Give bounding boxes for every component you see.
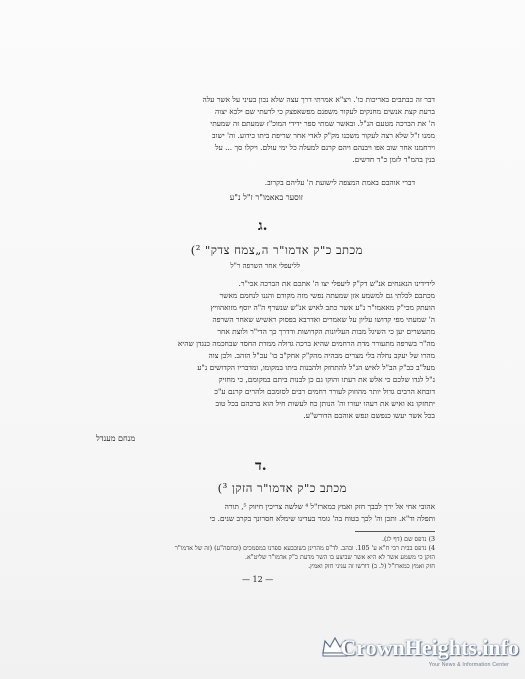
logo-text: CrownHeights.info <box>340 635 519 660</box>
footnote: הזקן כי משמע אשר לא היא אשר שביצע בו השר מדעת כ"ק אדמו"ר שליט"א. <box>244 554 435 561</box>
footnote: חזק ואמץ כמארז"ל (ל. ב) דורשו זה עניני חזק ואמץ. <box>308 563 435 570</box>
text-line: דובחא הרבים גדול יותר מהוזוק לעורר רחמים רבים לסומכם ולהרים קרנם ע"כ <box>214 387 435 396</box>
text-line: מהרו של יעקב נחלה בלי מצרים מבהיה מהק"ק אחק"ב כו' עכ"ל הזהב. ולכן צוה <box>208 351 435 360</box>
letter-1-body <box>95 94 435 166</box>
page-number: — 12 — <box>242 575 274 584</box>
text-line: ה' את הברכה מטעם הנ"ל. ובאשר שמתי ספר ידידי המוכ"ז שמעתם זה שמעתי <box>210 119 435 128</box>
text-line: וירחמנו אחר שוב אפו ויבנהם ויהם קרנם למעלה כל ימי עולם. ויקלו סך ... על <box>215 143 435 152</box>
footnotes <box>95 535 435 571</box>
site-logo <box>321 629 519 675</box>
section-number: ג. <box>258 218 268 234</box>
text-line: בנין בהמ"ד לזמן כ"ד חדשים. <box>352 155 435 164</box>
letter-1-signature: זוסער באאמו"ר ז"ל נ"ע <box>229 193 303 202</box>
section-number: ד. <box>255 458 267 474</box>
text-line: דבר זה כבתבים באריכות כו'. ויצ"א אמרתי דרך עצה שלא נכון בעיני על אשר עלה <box>202 95 435 104</box>
text-line: ותפלה וד"א. ותכן וה' לכך בטוח בה' גומר בעדינו שימלא חסרונך בקרב שנים. כי <box>209 514 435 523</box>
text-line: מתעשרים יען כי השיגל מבות העליונות הקדושות ודדרך כך הדי"ר ולוצת אחר <box>217 327 435 336</box>
text-line: מכתבם לכלתי גם למשמע אזן שמעתה נפשי מזה מקודם והננו לנחמם מאשר <box>219 291 435 300</box>
footnote-divider <box>355 531 435 532</box>
footnote: 3) נדפס שם (דף לג). <box>381 536 435 543</box>
letter-2-body <box>95 278 435 422</box>
letter-1-closing: דברי אוהבם באמת המצפה לישועת ה' עליהם בקרוב. <box>264 178 415 187</box>
text-line: ה' שמעתי מפי קדושו עליון על שאמרים ואדרבא בפסוק ראשיש שאחר השרפה <box>212 315 435 324</box>
letter-2-signature: מנחם מענדל <box>96 434 136 443</box>
footnote: 4) נדפס בבית רבי ח"א ע' 105. ובהב. לד"ס מהרינן בשובבעא ספרנו במסמכים (ובחסה"ע) (זה של אדמו"ר <box>174 545 435 552</box>
text-line: הועתק מכי"ק מאאמו"ר נ"ע אשר כתב לאיש אנ"ש שנשרף ה"ה יוסף מזואהוויץ <box>210 303 435 312</box>
logo-tagline: Your News & Information Center <box>428 662 509 668</box>
text-line: ממנו ז"ל שלא רצה לעקור משכנו מק"ק לאדי אחר שריפת ביתו כידוע. וה' ישוב <box>212 131 435 140</box>
text-line: נ"ל לגדו שלכם כי אלש את רעתו והוקו גם כן לבנות ביתם במקומם, כי מחזיק <box>218 375 435 384</box>
letter-2-title: מכתב כ"ק אדמו"ר ה„צמח צדק" ²) <box>190 243 363 257</box>
letter-2-subtitle: לליעפלי אחר השרפה ר"ל <box>230 262 300 270</box>
text-line: ברעת קצת אנשים מחנקים לעקור משפנם מפשאפצק כי לדעתי שם ילכא יצוה <box>214 107 435 116</box>
letter-3-title: מכתב כ"ק אדמו"ר הזקן ³) <box>217 481 347 495</box>
letter-3-body <box>95 501 435 525</box>
text-line: אהובי אחי אל ירך לבבך חזק ואמץ כמארז"ל ⁴ שלשה צריכין חיזוק ⁵, תורה <box>224 502 435 511</box>
text-line: מעל"ב כב"ק הב"ל לאיש הנ"ל להתחזק ולהבנות ביתו במקומו, ומדבריו הקדושים נ"ע <box>197 363 435 372</box>
text-line: בכל אשר יעשו כנפשם ונפש אוהבם הדורש"ע. <box>303 411 435 420</box>
text-line: מה"ר בשרפה מתעורר מדת הרחמים שהיא ברכה גדולה ממדת החסד שבחכמה כנגדן שהיא <box>177 339 435 348</box>
text-line: לידידינו הנאנחים אנ"ש דק"ק ליעפלי יצו ה' אתכם את הברכה אכי"ר. <box>238 279 435 288</box>
text-line: יתחזקו נא ואיש את רעהו יעזרו וה' הנותן כח לעשות חיל הוא ברכהם בכל טוב <box>215 399 435 408</box>
